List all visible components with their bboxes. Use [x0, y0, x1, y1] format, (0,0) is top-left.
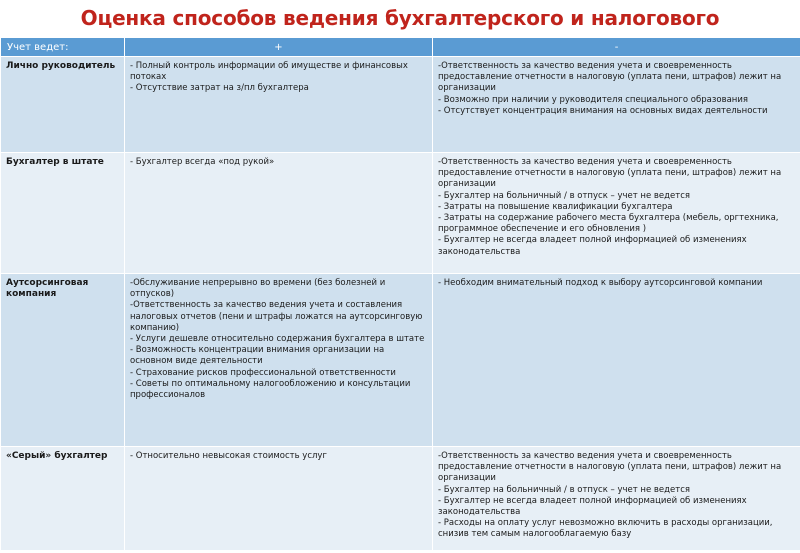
pros-item: - Страхование рисков профессиональной ответственности [130, 367, 396, 378]
pros-item: -Обслуживание непрерывно во времени (без болезней и отпусков) [130, 278, 386, 300]
cons-item: - Затраты на повышение квалификации бухгалтера [438, 201, 673, 212]
pros-item: - Услуги дешевле относительно содержания бухгалтера в штате [130, 334, 425, 345]
cons-cell [433, 274, 800, 447]
cons-item: -Ответственность за качество ведения учета и своевременность предоставление отчетности в налоговую (уплата пени, штрафов) лежит на организации [438, 157, 782, 190]
pros-item: - Относительно невысокая стоимость услуг [130, 451, 327, 461]
comparison-table [0, 37, 800, 551]
pros-cell [125, 274, 433, 447]
header-label: Учет ведет: [1, 38, 125, 57]
pros-item: -Ответственность за качество ведения учета и составления налоговых отчетов (пени и штрафы ложатся на аутсорсинговую компанию) [130, 300, 423, 333]
row-label: Бухгалтер в штате [1, 153, 125, 274]
row-label: Лично руководитель [1, 57, 125, 153]
cons-item: - Бухгалтер на больничный / в отпуск – учет не ведется [438, 484, 690, 495]
cons-cell [433, 447, 800, 551]
row-label: Аутсорсинговая компания [1, 274, 125, 447]
cons-item: -Ответственность за качество ведения учета и своевременность предоставление отчетности в налоговую (уплата пени, штрафов) лежит на организации [438, 61, 782, 94]
header-minus: - [433, 38, 800, 57]
cons-cell [433, 57, 800, 153]
header-plus: + [125, 38, 433, 57]
pros-cell [125, 57, 433, 153]
table-row [1, 447, 800, 551]
table-row [1, 274, 800, 447]
cons-item: - Бухгалтер не всегда владеет полной информацией об изменениях законодательства [438, 495, 747, 518]
cons-item: - Бухгалтер на больничный / в отпуск – учет не ведется [438, 190, 690, 201]
pros-item: - Возможность концентрации внимания организации на основном виде деятельности [130, 345, 385, 367]
page-title: Оценка способов ведения бухгалтерского и налогового [80, 6, 720, 30]
pros-cell [125, 153, 433, 274]
cons-cell [433, 153, 800, 274]
pros-item: - Бухгалтер всегда «под рукой» [130, 157, 275, 167]
pros-item: - Отсутствие затрат на з/пл бухгалтера [130, 83, 309, 94]
table-row [1, 57, 800, 153]
cons-item: - Бухгалтер не всегда владеет полной информацией об изменениях законодательства [438, 235, 747, 257]
pros-item: - Полный контроль информации об имуществе и финансовых потоках [130, 61, 408, 83]
table-row [1, 153, 800, 274]
cons-item: - Отсутствует концентрация внимания на основных видах деятельности [438, 105, 768, 116]
cons-item: - Затраты на содержание рабочего места бухгалтера (мебель, оргтехника, программное обеспечение и его обновления ) [438, 213, 779, 235]
pros-cell [125, 447, 433, 551]
table-header-row [1, 38, 800, 57]
row-label: «Серый» бухгалтер [1, 447, 125, 551]
pros-item: - Советы по оптимальному налогообложению и консультации профессионалов [130, 378, 411, 401]
cons-item: - Расходы на оплату услуг невозможно включить в расходы организации, снизив тем самым налогооблагаемую базу [438, 518, 773, 540]
cons-item: - Возможно при наличии у руководителя специального образования [438, 94, 748, 105]
cons-item: -Ответственность за качество ведения учета и своевременность предоставление отчетности в налоговую (уплата пени, штрафов) лежит на организации [438, 451, 782, 484]
cons-item: - Необходим внимательный подход к выбору аутсорсинговой компании [438, 278, 763, 288]
